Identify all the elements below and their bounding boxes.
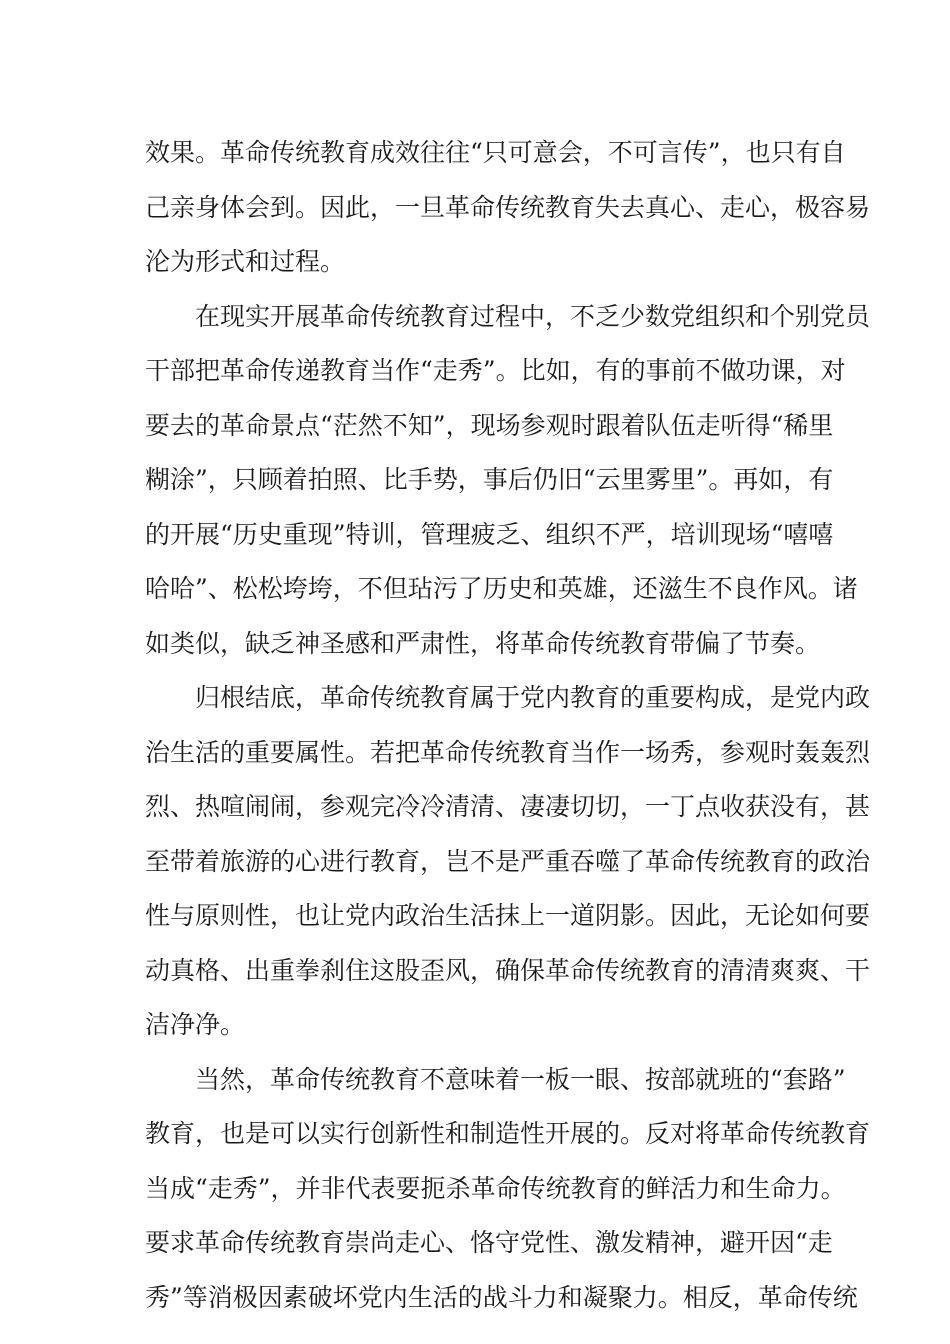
text-line: 如类似，缺乏神圣感和严肃性，将革命传统教育带偏了节奏。 <box>145 628 821 658</box>
text-line: 的开展“历史重现”特训，管理疲乏、组织不严，培训现场“嘻嘻 <box>145 519 834 549</box>
document-body <box>145 126 871 1325</box>
text-line: 洁净净。 <box>145 1010 246 1039</box>
text-line: 哈哈”、松松垮垮，不但玷污了历史和英雄，还滋生不良作风。诸 <box>145 574 858 603</box>
text-line: 当然，革命传统教育不意味着一板一眼、按部就班的“套路” <box>195 1064 846 1094</box>
text-line: 烈、热喧闹闹，参观完冷冷清清、凄凄切切，一丁点收获没有，甚 <box>145 792 871 821</box>
text-line: 糊涂”，只顾着拍照、比手势，事后仍旧“云里雾里”。再如，有 <box>145 465 834 494</box>
text-line: 归根结底，革命传统教育属于党内教育的重要构成，是党内政 <box>195 683 871 712</box>
text-line: 当成“走秀”，并非代表要扼杀革命传统教育的鲜活力和生命力。 <box>145 1173 846 1203</box>
text-line: 要求革命传统教育崇尚走心、恪守党性、激发精神，避开因“走 <box>145 1228 833 1257</box>
text-line: 沦为形式和过程。 <box>145 247 346 276</box>
text-line: 教育，也是可以实行创新性和制造性开展的。反对将革命传统教育 <box>145 1119 871 1148</box>
text-line: 动真格、出重拳刹住这股歪风，确保革命传统教育的清清爽爽、干 <box>145 955 871 985</box>
text-line: 性与原则性，也让党内政治生活抹上一道阴影。因此，无论如何要 <box>145 901 871 930</box>
text-line: 要去的革命景点“茫然不知”，现场参观时跟着队伍走听得“稀里 <box>145 410 834 440</box>
text-line: 效果。革命传统教育成效往往“只可意会，不可言传”，也只有自 <box>145 138 846 167</box>
text-line: 秀”等消极因素破坏党内生活的战斗力和凝聚力。相反，革命传统 <box>145 1282 858 1312</box>
text-line: 己亲身体会到。因此，一旦革命传统教育失去真心、走心，极容易 <box>145 192 871 222</box>
text-line: 在现实开展革命传统教育过程中，不乏少数党组织和个别党员 <box>195 301 871 331</box>
text-line: 至带着旅游的心进行教育，岂不是严重吞噬了革命传统教育的政治 <box>145 846 871 876</box>
text-line: 干部把革命传递教育当作“走秀”。比如，有的事前不做功课，对 <box>145 356 846 385</box>
text-line: 治生活的重要属性。若把革命传统教育当作一场秀，参观时轰轰烈 <box>145 737 871 767</box>
